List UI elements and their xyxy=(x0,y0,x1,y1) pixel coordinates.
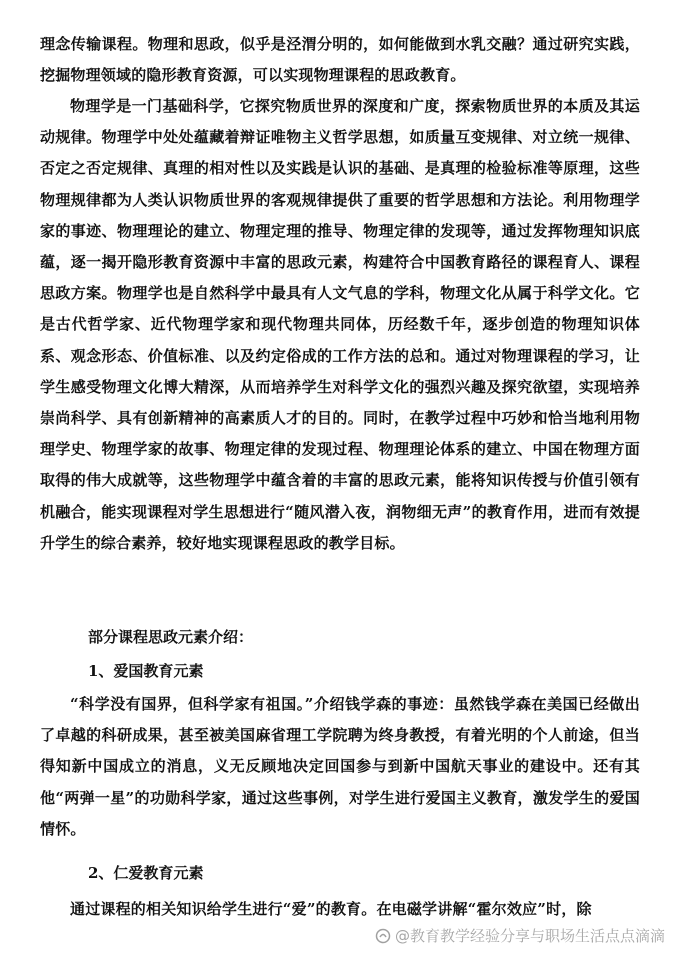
section-intro-heading: 部分课程思政元素介绍： xyxy=(88,628,254,646)
document-page xyxy=(40,0,640,962)
platform-logo-icon xyxy=(375,928,391,944)
paragraph-2: 物理学是一门基础科学，它探究物质世界的深度和广度，探索物质世界的本质及其运动规律。物理学中处处蕴藏着辩证唯物主义哲学思想，如质量互变规律、对立统一规律、否定之否定规律、真理的相对性以及实践是认识的基础、是真理的检验标准等原理，这些物理规律都为人类认识物质世界的客观规律提供了重要的哲学思想和方法论。利用物理学家的事迹、物理理论的建立、物理定理的推导、物理定律的发现等，通过发挥物理知识底蕴，逐一揭开隐形教育资源中丰富的思政元素，构建符合中国教育路径的课程育人、课程思政方案。物理学也是自然科学中最具有人文气息的学科，物理文化从属于科学文化。它是古代哲学家、近代物理学家和现代物理共同体，历经数千年，逐步创造的物理知识体系、观念形态、价值标准、以及约定俗成的工作方法的总和。通过对物理课程的学习，让学生感受物理文化博大精深，从而培养学生对科学文化的强烈兴趣及探究欲望，实现培养崇尚科学、具有创新精神的高素质人才的目的。同时，在教学过程中巧妙和恰当地利用物理学史、物理学家的故事、物理定律的发现过程、物理理论体系的建立、中国在物理方面取得的伟大成就等，这些物理学中蕴含着的丰富的思政元素，能将知识传授与价值引领有机融合，能实现课程对学生思想进行“随风潜入夜，润物细无声”的教育作用，进而有效提升学生的综合素养，较好地实现课程思政的教学目标。 xyxy=(40,97,640,552)
heading-patriotic-education: 1、爱国教育元素 xyxy=(88,662,204,680)
heading-benevolence-education: 2、仁爱教育元素 xyxy=(88,864,204,882)
watermark-text: @教育教学经验分享与职场生活点点滴滴 xyxy=(394,927,665,945)
watermark xyxy=(375,925,665,946)
paragraph-3: “科学没有国界，但科学家有祖国。”介绍钱学森的事迹：虽然钱学森在美国已经做出了卓越的科研成果，甚至被美国麻省理工学院聘为终身教授，有着光明的个人前途，但当得知新中国成立的消息，义无反顾地决定回国参与到新中国航天事业的建设中。还有其他“两弹一星”的功勋科学家，通过这些事例，对学生进行爱国主义教育，激发学生的爱国情怀。 xyxy=(40,695,640,838)
paragraph-4: 通过课程的相关知识给学生进行“爱”的教育。在电磁学讲解“霍尔效应”时，除 xyxy=(70,900,592,918)
paragraph-1: 理念传输课程。物理和思政，似乎是泾渭分明的，如何能做到水乳交融？通过研究实践，挖掘物理领域的隐形教育资源，可以实现物理课程的思政教育。 xyxy=(40,35,640,85)
